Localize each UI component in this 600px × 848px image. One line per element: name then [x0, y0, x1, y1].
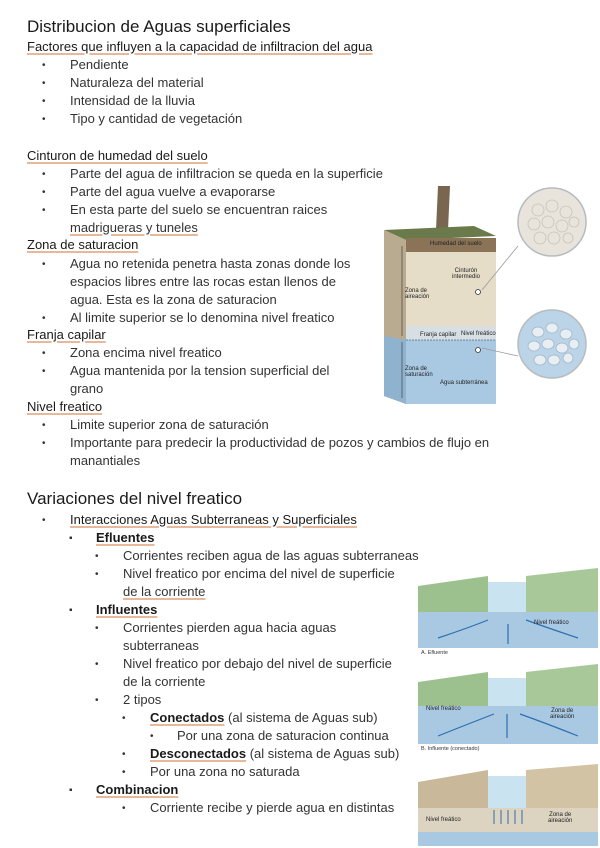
right-bank-shape	[526, 568, 598, 612]
bullet-icon: •	[42, 366, 46, 377]
section-heading-saturacion: Zona de saturacion	[27, 237, 139, 252]
bullet-icon: •	[95, 695, 99, 706]
list-item: Al limite superior se lo denomina nivel freatico	[70, 310, 335, 325]
list-item: Importante para predecir la productividad de pozos y cambios de flujo en	[70, 435, 490, 450]
stream-water-shape	[488, 582, 526, 612]
fig-label-cinturon	[452, 268, 480, 280]
list-item: Por una zona de saturacion continua	[177, 728, 389, 743]
list-item: Tipo y cantidad de vegetación	[70, 111, 243, 126]
list-item: Parte del agua vuelve a evaporarse	[70, 184, 276, 199]
bullet-icon: •	[42, 96, 46, 107]
fig-label-aireacion-line2: aireación	[405, 294, 430, 300]
stream-water-shape	[488, 678, 526, 706]
bullet-icon: ▪	[69, 533, 73, 544]
saturation-left-face	[384, 336, 406, 404]
bullet-icon: •	[42, 313, 46, 324]
section-title-variaciones: Variaciones del nivel freatico	[27, 489, 243, 508]
list-item: Pendiente	[70, 57, 129, 72]
stream-b-zona-line1: Zona de	[551, 708, 574, 714]
list-item-continuation: madrigueras y tuneles	[70, 220, 198, 235]
bullet-icon: •	[42, 515, 46, 526]
bullet-icon: •	[122, 803, 126, 814]
stream-a-label: Nivel freático	[534, 620, 569, 626]
list-item: Nivel freatico por debajo del nivel de superficie	[123, 656, 392, 671]
list-item: Corriente recibe y pierde agua en distintas	[150, 800, 395, 815]
callout-dot	[476, 290, 481, 295]
stream-c-zona-label	[548, 812, 572, 824]
right-bank-shape	[526, 664, 598, 706]
list-item-interacciones: Interacciones Aguas Subterraneas y Superficiales	[70, 512, 357, 527]
fig-label-humedad: Humedad del suelo	[430, 241, 482, 247]
bullet-icon: •	[42, 438, 46, 449]
list-item: Corrientes reciben agua de las aguas subterraneas	[123, 548, 419, 563]
desconectados-rest: (al sistema de Aguas sub)	[246, 746, 400, 761]
list-item-combinacion: Combinacion	[96, 782, 179, 797]
fig-label-nivel: Nivel freático	[461, 331, 496, 337]
fig-label-cinturon-line1: Cinturón	[454, 268, 478, 274]
list-item-continuation: de la corriente	[123, 584, 206, 599]
conectados-rest: (al sistema de Aguas sub)	[224, 710, 378, 725]
conectados-label: Conectados	[150, 710, 225, 725]
bullet-icon: •	[42, 114, 46, 125]
bullet-icon: •	[42, 205, 46, 216]
stream-figure-influente	[418, 664, 598, 744]
fig-label-saturacion-line1: Zona de	[405, 366, 428, 372]
stream-c-nivel-label: Nivel freático	[426, 817, 461, 823]
list-item-desconectados	[150, 746, 399, 761]
fig-label-aireacion	[405, 288, 429, 300]
bullet-icon: •	[42, 60, 46, 71]
bullet-icon: ▪	[69, 605, 73, 616]
section-heading-franja: Franja capilar	[27, 327, 106, 342]
section-heading-nivel: Nivel freatico	[27, 399, 103, 414]
list-item: 2 tipos	[123, 692, 162, 707]
list-item-continuation: agua. Esta es la zona de saturacion	[70, 292, 277, 307]
fig-label-saturacion-line2: saturación	[405, 372, 433, 378]
list-item: Agua no retenida penetra hasta zonas donde los	[70, 256, 351, 271]
bullet-icon: •	[95, 569, 99, 580]
bullet-icon: •	[95, 551, 99, 562]
list-item: Intensidad de la lluvia	[70, 93, 196, 108]
list-item: Limite superior zona de saturación	[70, 417, 269, 432]
fig-label-franja: Franja capilar	[420, 332, 457, 338]
bullet-icon: ▪	[69, 785, 73, 796]
bullet-icon: •	[122, 749, 126, 760]
section-heading-factores: Factores que influyen a la capacidad de infiltracion del agua	[27, 39, 373, 54]
list-item: Naturaleza del material	[70, 75, 204, 90]
bullet-icon: •	[122, 767, 126, 778]
bullet-icon: •	[42, 187, 46, 198]
list-item-influentes: Influentes	[96, 602, 158, 617]
list-item-continuation: espacios libres entre las rocas estan llenos de	[70, 274, 336, 289]
fig-label-saturacion	[405, 366, 433, 378]
list-item: Parte del agua de infiltracion se queda en la superficie	[70, 166, 383, 181]
list-item-continuation: manantiales	[70, 453, 141, 468]
left-bank-shape	[418, 770, 488, 814]
left-bank-shape	[418, 576, 488, 618]
stream-a-caption: A. Efluente	[421, 650, 448, 656]
callout-dot	[476, 348, 481, 353]
desconectados-label: Desconectados	[150, 746, 247, 761]
bullet-icon: •	[95, 659, 99, 670]
bullet-icon: •	[95, 623, 99, 634]
list-item-efluentes: Efluentes	[96, 530, 155, 545]
stream-figure-combinacion	[418, 764, 598, 846]
groundwater-fill	[418, 832, 598, 846]
list-item-continuation: de la corriente	[123, 674, 206, 689]
fig-label-aireacion-line1: Zona de	[405, 288, 428, 294]
list-item: En esta parte del suelo se encuentran raices	[70, 202, 328, 217]
bullet-icon: •	[150, 731, 154, 742]
list-item: Zona encima nivel freatico	[70, 345, 222, 360]
bullet-icon: •	[42, 259, 46, 270]
bullet-icon: •	[42, 169, 46, 180]
list-item: Por una zona no saturada	[150, 764, 300, 779]
list-item: Corrientes pierden agua hacia aguas	[123, 620, 337, 635]
bullet-icon: •	[42, 78, 46, 89]
fig-label-cinturon-line2: intermedio	[452, 274, 481, 280]
bullet-icon: •	[122, 713, 126, 724]
bullet-icon: •	[42, 348, 46, 359]
stream-figure-efluente	[418, 568, 598, 648]
list-item-continuation: subterraneas	[123, 638, 199, 653]
stream-water-shape	[488, 776, 526, 808]
list-item: Agua mantenida por la tension superficial del	[70, 363, 330, 378]
stream-b-caption: B. Influente (conectado)	[421, 746, 480, 752]
stream-b-zona-line2: aireación	[550, 714, 575, 720]
section-heading-cinturon: Cinturon de humedad del suelo	[27, 148, 208, 163]
list-item: Nivel freatico por encima del nivel de superficie	[123, 566, 395, 581]
list-item-continuation: grano	[70, 381, 104, 396]
stream-c-zona-line1: Zona de	[549, 812, 572, 818]
tree-trunk-shape	[436, 186, 450, 230]
stream-b-nivel-label: Nivel freático	[426, 706, 461, 712]
stream-b-zona-label	[550, 708, 574, 720]
right-bank-shape	[526, 764, 598, 808]
page-title: Distribucion de Aguas superficiales	[27, 17, 291, 36]
bullet-icon: •	[42, 420, 46, 431]
fig-label-agua: Agua subterránea	[440, 380, 488, 386]
list-item-conectados	[150, 710, 378, 725]
stream-c-zona-line2: aireación	[548, 818, 573, 824]
